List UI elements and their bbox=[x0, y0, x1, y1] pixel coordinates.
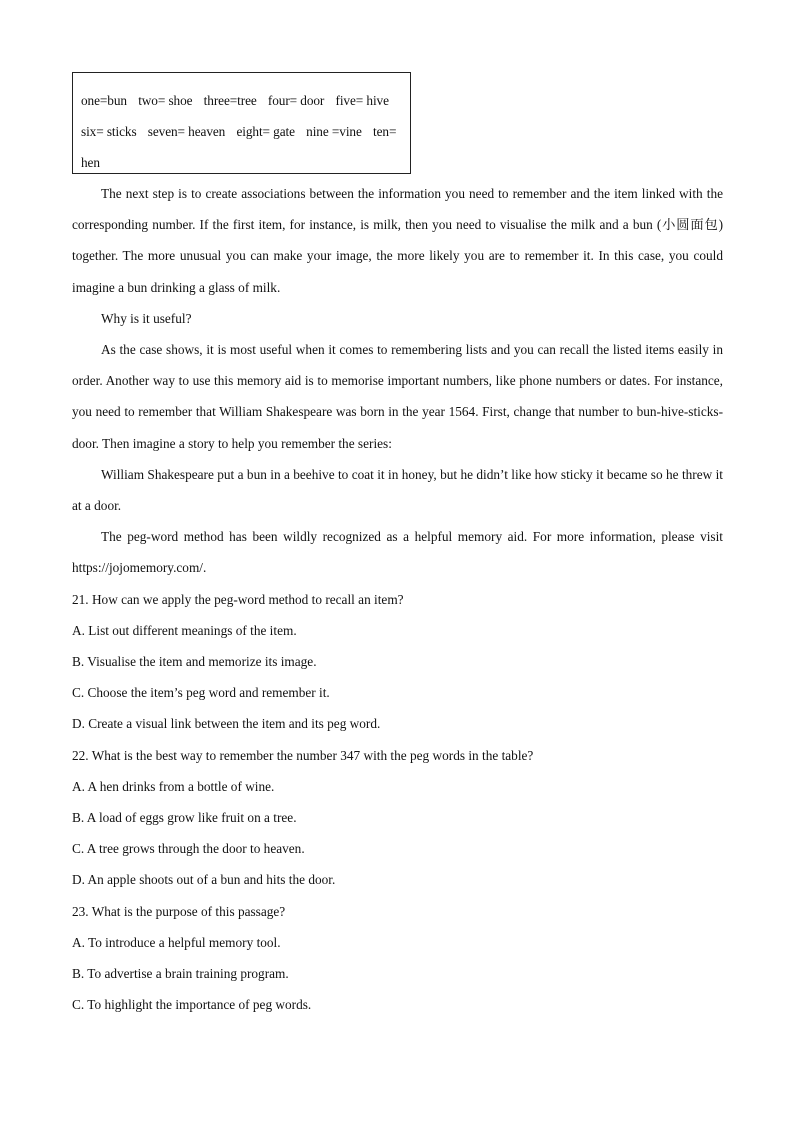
peg-row-3 bbox=[81, 147, 403, 178]
answer-option: A. To introduce a helpful memory tool. bbox=[72, 934, 281, 950]
peg-word-table bbox=[72, 72, 411, 174]
question-21 bbox=[72, 584, 723, 740]
peg-entry: hen bbox=[81, 155, 100, 170]
answer-option: B. To advertise a brain training program. bbox=[72, 966, 289, 982]
question-stem: 21. How can we apply the peg-word method to recall an item? bbox=[72, 591, 404, 607]
peg-entry: seven= heaven bbox=[147, 124, 226, 139]
subheading: Why is it useful? bbox=[101, 310, 192, 326]
answer-option: D. An apple shoots out of a bun and hits the door. bbox=[72, 872, 336, 888]
peg-row-2 bbox=[81, 116, 403, 147]
answer-option: B. A load of eggs grow like fruit on a tree. bbox=[72, 810, 297, 826]
answer-option: B. Visualise the item and memorize its image. bbox=[72, 654, 317, 670]
answer-option: A. A hen drinks from a bottle of wine. bbox=[72, 778, 275, 794]
peg-row-1 bbox=[81, 85, 403, 116]
peg-entry: ten= bbox=[373, 124, 397, 139]
peg-entry: eight= gate bbox=[236, 124, 295, 139]
answer-option: D. Create a visual link between the item and its peg word. bbox=[72, 716, 381, 732]
peg-entry: nine =vine bbox=[306, 124, 362, 139]
peg-entry: five= hive bbox=[335, 93, 389, 108]
paragraph: As the case shows, it is most useful when it comes to remembering lists and you can recall the listed items easily in order. Another way to use this memory aid is to memorise important numbers, like phone numbers or dates. For instance, you need to remember that William Shakespeare was born in the year 1564. First, change that number to bun-hive-sticks-door. Then imagine a story to help you remember the series: bbox=[72, 342, 723, 451]
question-22 bbox=[72, 740, 723, 896]
peg-entry: six= sticks bbox=[81, 124, 137, 139]
peg-entry: two= shoe bbox=[138, 93, 193, 108]
answer-option: C. A tree grows through the door to heaven. bbox=[72, 841, 305, 857]
answer-option: C. Choose the item’s peg word and remember it. bbox=[72, 685, 330, 701]
peg-entry: one=bun bbox=[81, 93, 127, 108]
question-stem: 22. What is the best way to remember the number 347 with the peg words in the table? bbox=[72, 747, 534, 763]
answer-option: A. List out different meanings of the item. bbox=[72, 622, 297, 638]
passage bbox=[72, 178, 723, 584]
question-23 bbox=[72, 896, 723, 1021]
peg-entry: three=tree bbox=[203, 93, 257, 108]
paragraph: William Shakespeare put a bun in a beehive to coat it in honey, but he didn’t like how sticky it became so he threw it at a door. bbox=[72, 466, 723, 514]
paragraph: The peg-word method has been wildly recognized as a helpful memory aid. For more information, please visit https://jojomemory.com/. bbox=[72, 529, 723, 576]
peg-entry: four= door bbox=[267, 93, 325, 108]
answer-option: C. To highlight the importance of peg words. bbox=[72, 997, 312, 1013]
document-page bbox=[72, 72, 723, 1020]
paragraph: The next step is to create associations between the information you need to remember and the item linked with the corresponding number. If the first item, for instance, is milk, then you need to visualise the milk and a bun (小圆面包) together. The more unusual you can make your image, the more likely you are to remember it. In this case, you could imagine a bun drinking a glass of milk. bbox=[72, 186, 723, 295]
question-stem: 23. What is the purpose of this passage? bbox=[72, 903, 286, 919]
